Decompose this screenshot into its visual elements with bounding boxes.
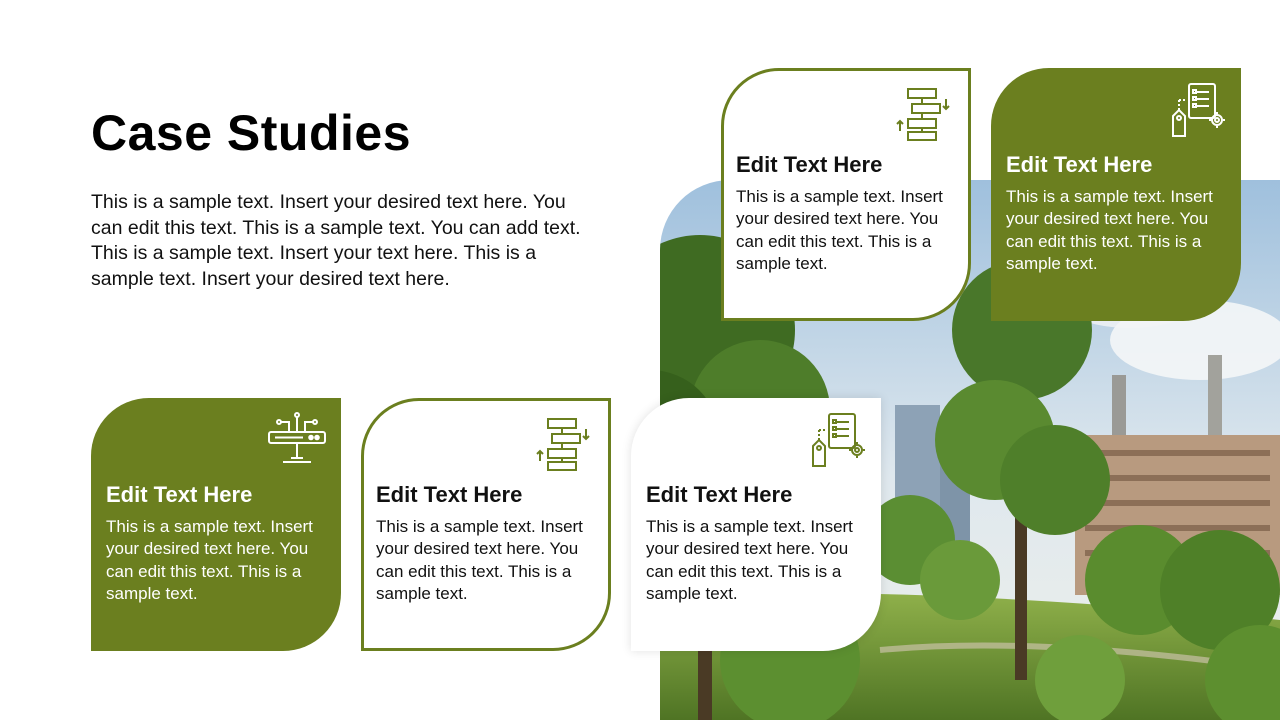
card-2-heading: Edit Text Here [376,482,523,507]
card-3-body: This is a sample text. Insert your desired text here. You can edit this text. This is a sample text. [646,517,853,604]
checklist-tag-gear-icon [1167,82,1227,138]
intro-text: This is a sample text. Insert your desired text here. You can edit this text. This is a sample text. You can add text. This is a sample text. Insert your text here. This is a sample text. Insert your desired text here. [91,191,581,290]
card-4-body: This is a sample text. Insert your desired text here. You can edit this text. This is a sample text. [736,187,943,274]
case-card-2[interactable] [361,398,611,651]
card-1-body: This is a sample text. Insert your desired text here. You can edit this text. This is a sample text. [106,517,313,604]
card-5-heading: Edit Text Here [1006,152,1153,177]
slide-title: Case Studies [91,105,412,161]
case-card-3[interactable] [631,398,881,651]
flowchart-icon [894,85,954,141]
card-4-heading: Edit Text Here [736,152,883,177]
card-3-heading: Edit Text Here [646,482,793,507]
case-card-1[interactable] [91,398,341,651]
checklist-tag-gear-icon [807,412,867,468]
network-router-icon [267,412,327,468]
card-5-body: This is a sample text. Insert your desired text here. You can edit this text. This is a sample text. [1006,187,1213,274]
case-card-5[interactable] [991,68,1241,321]
card-1-heading: Edit Text Here [106,482,253,507]
flowchart-icon [534,415,594,471]
card-2-body: This is a sample text. Insert your desired text here. You can edit this text. This is a sample text. [376,517,583,604]
case-card-4[interactable] [721,68,971,321]
